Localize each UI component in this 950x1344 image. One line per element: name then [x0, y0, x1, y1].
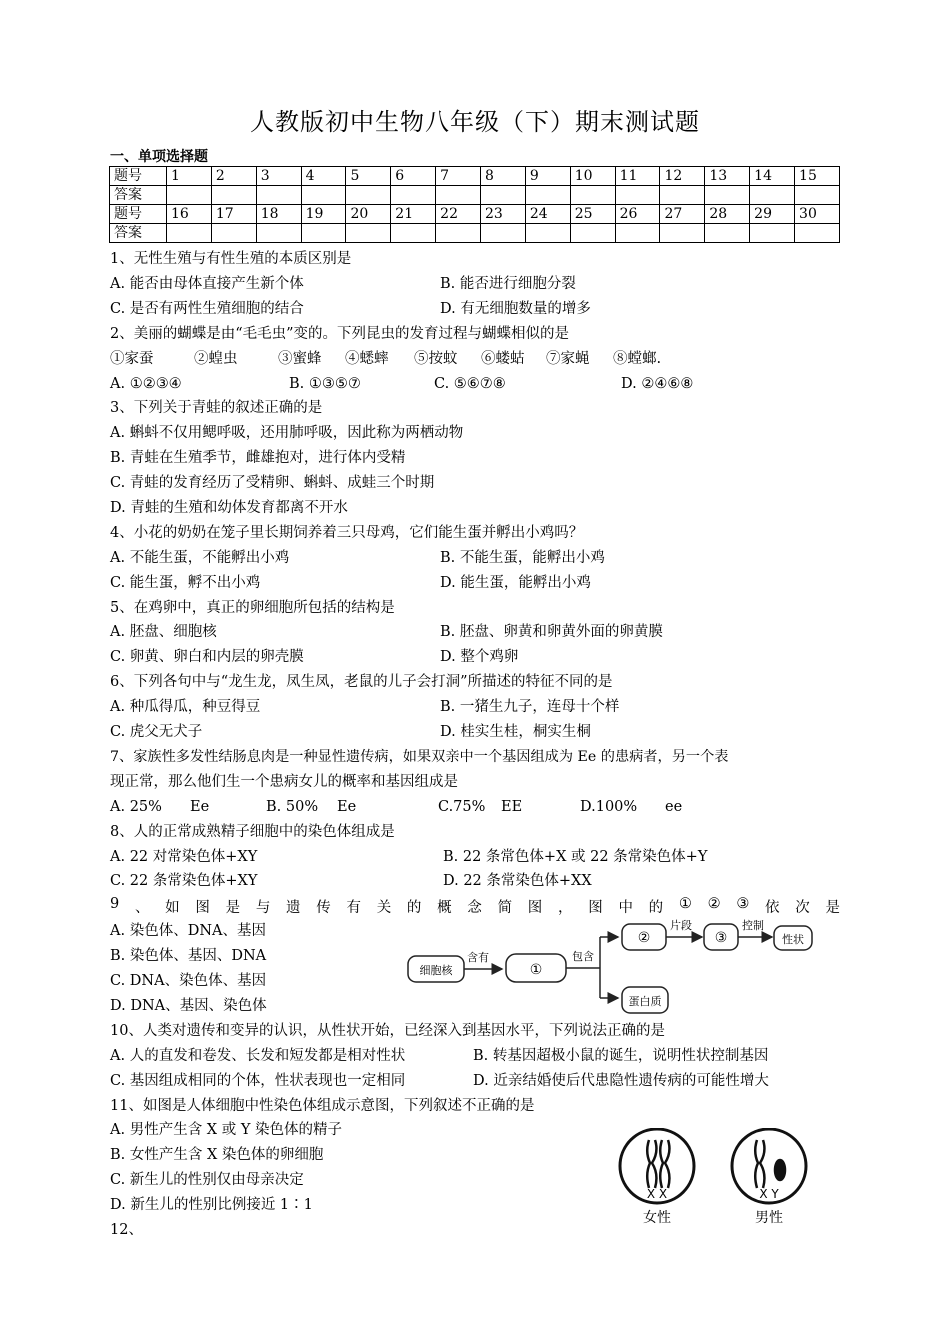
question-stem: 3、下列关于青蛙的叙述正确的是	[110, 400, 323, 416]
table-cell: 14	[750, 167, 795, 186]
question-stem: 1、无性生殖与有性生殖的本质区别是	[110, 251, 352, 267]
table-cell: 30	[795, 205, 840, 224]
option-a: A. 蝌蚪不仅用鳃呼吸，还用肺呼吸，因此称为两栖动物	[110, 425, 464, 441]
answer-cell[interactable]	[346, 186, 391, 205]
table-cell: 25	[570, 205, 615, 224]
table-row	[110, 186, 840, 205]
answer-cell[interactable]	[795, 224, 840, 243]
option-d: D. DNA、基因、染色体	[110, 998, 267, 1014]
answer-cell[interactable]	[301, 224, 346, 243]
option-c: C. DNA、染色体、基因	[110, 973, 267, 989]
option-c-genotype: EE	[501, 799, 523, 815]
node-3-label: ③	[714, 930, 728, 946]
table-row	[110, 205, 840, 224]
answer-cell[interactable]	[705, 224, 750, 243]
answer-cell[interactable]	[615, 224, 660, 243]
table-cell: 6	[391, 167, 436, 186]
answer-cell[interactable]	[750, 186, 795, 205]
list-item: ⑤按蚊	[414, 351, 458, 367]
answer-cell[interactable]	[750, 224, 795, 243]
option-d: D. 整个鸡卵	[440, 649, 519, 665]
male-label: 男性	[755, 1210, 783, 1226]
answer-cell[interactable]	[346, 224, 391, 243]
answer-cell[interactable]	[301, 186, 346, 205]
answer-cell[interactable]	[481, 186, 526, 205]
option-d: D. 22 条常染色体+XX	[443, 873, 592, 889]
option-c: C. 是否有两性生殖细胞的结合	[110, 301, 304, 317]
table-cell: 8	[481, 167, 526, 186]
protein-label: 蛋白质	[628, 995, 662, 1008]
table-cell: 27	[660, 205, 705, 224]
table-cell: 23	[481, 205, 526, 224]
option-c: C.75%	[438, 799, 486, 815]
table-row	[110, 224, 840, 243]
list-item: ③蜜蜂	[278, 351, 322, 367]
option-c: C. 卵黄、卵白和内层的卵壳膜	[110, 649, 304, 665]
table-cell: 22	[436, 205, 481, 224]
answer-cell[interactable]	[436, 186, 481, 205]
sex-chromosome-figure	[605, 1128, 825, 1228]
option-b: B. 胚盘、卵黄和卵黄外面的卵黄膜	[440, 624, 663, 640]
answer-cell[interactable]	[391, 186, 436, 205]
option-b: B. 一猪生九子，连母十个样	[440, 699, 620, 715]
option-a: A. 男性产生含 X 或 Y 染色体的精子	[110, 1122, 343, 1138]
list-item: ②蝗虫	[194, 351, 238, 367]
option-b: B. 转基因超极小鼠的诞生，说明性状控制基因	[473, 1048, 769, 1064]
trait-label: 性状	[782, 933, 804, 946]
contains-label: 含有	[467, 951, 489, 964]
option-c: C. 能生蛋，孵不出小鸡	[110, 575, 261, 591]
option-b: B. 女性产生含 X 染色体的卵细胞	[110, 1147, 324, 1163]
question-stem: 12、	[110, 1222, 143, 1238]
answer-cell[interactable]	[525, 186, 570, 205]
question-stem-cont: 现正常，那么他们生一个患病女儿的概率和基因组成是	[110, 774, 458, 790]
question-stem: 10、人类对遗传和变异的认识，从性状开始，已经深入到基因水平，下列说法正确的是	[110, 1023, 665, 1039]
answer-cell[interactable]	[795, 186, 840, 205]
option-b: B. ①③⑤⑦	[289, 376, 361, 392]
table-cell: 18	[256, 205, 301, 224]
female-label: 女性	[643, 1210, 671, 1226]
option-d: D.100%	[580, 799, 638, 815]
option-a: A. 25%	[110, 799, 162, 815]
question-stem: 8、人的正常成熟精子细胞中的染色体组成是	[110, 824, 395, 840]
table-cell: 20	[346, 205, 391, 224]
option-d-genotype: ee	[665, 799, 683, 815]
answer-cell[interactable]	[525, 224, 570, 243]
option-d: D. 桂实生桂，桐实生桐	[440, 724, 591, 740]
table-cell: 5	[346, 167, 391, 186]
answer-cell[interactable]	[705, 186, 750, 205]
row-label: 题号	[110, 167, 167, 186]
option-a: A. ①②③④	[110, 376, 182, 392]
table-cell: 26	[615, 205, 660, 224]
option-a: A. 不能生蛋，不能孵出小鸡	[110, 550, 290, 566]
table-row	[110, 167, 840, 186]
female-chromosome-label: X X	[646, 1187, 668, 1201]
table-cell: 4	[301, 167, 346, 186]
table-cell: 29	[750, 205, 795, 224]
question-stem: 5、在鸡卵中，真正的卵细胞所包括的结构是	[110, 600, 395, 616]
concept-diagram	[400, 912, 820, 1020]
row-label: 答案	[110, 186, 167, 205]
answer-cell[interactable]	[256, 224, 301, 243]
option-b: B. 不能生蛋，能孵出小鸡	[440, 550, 605, 566]
option-a-genotype: Ee	[190, 799, 210, 815]
table-cell: 2	[211, 167, 256, 186]
option-c: C. 新生儿的性别仅由母亲决定	[110, 1172, 304, 1188]
includes-label: 包含	[572, 950, 594, 963]
question-stem: 11、如图是人体细胞中性染色体组成示意图，下列叙述不正确的是	[110, 1098, 535, 1114]
question-stem: 4、小花的奶奶在笼子里长期饲养着三只母鸡，它们能生蛋并孵出小鸡吗？	[110, 525, 584, 541]
question-stem: 9 、 如 图 是 与 遗 传 有 关 的 概 念 简 图 ， 图 中 的 ① ② ③ 依 次 是	[110, 896, 840, 916]
table-cell: 21	[391, 205, 436, 224]
nucleus-label: 细胞核	[419, 964, 453, 977]
answer-cell[interactable]	[570, 186, 615, 205]
option-a: A. 胚盘、细胞核	[110, 624, 217, 640]
option-b-genotype: Ee	[337, 799, 357, 815]
answer-cell[interactable]	[660, 224, 705, 243]
list-item: ⑦家蝇	[546, 351, 590, 367]
list-item: ⑧螳螂.	[613, 351, 662, 367]
option-c: C. 基因组成相同的个体，性状表现也一定相同	[110, 1073, 406, 1089]
answer-cell[interactable]	[256, 186, 301, 205]
option-c: C. 22 条常染色体+XY	[110, 873, 258, 889]
option-d: D. ②④⑥⑧	[621, 376, 694, 392]
list-item: ⑥蝼蛄	[481, 351, 525, 367]
option-a: A. 能否由母体直接产生新个体	[110, 276, 304, 292]
question-stem: 2、美丽的蝴蝶是由“毛毛虫”变的。下列昆虫的发育过程与蝴蝶相似的是	[110, 326, 570, 342]
option-b: B. 染色体、基因、DNA	[110, 948, 267, 964]
table-cell: 16	[167, 205, 212, 224]
table-cell: 7	[436, 167, 481, 186]
answer-cell[interactable]	[481, 224, 526, 243]
answer-cell[interactable]	[211, 186, 256, 205]
segment-label: 片段	[670, 919, 692, 932]
answer-cell[interactable]	[615, 186, 660, 205]
option-b: B. 青蛙在生殖季节，雌雄抱对，进行体内受精	[110, 450, 406, 466]
option-b: B. 50%	[266, 799, 319, 815]
option-c: C. 青蛙的发育经历了受精卵、蝌蚪、成蛙三个时期	[110, 475, 435, 491]
option-a: A. 种瓜得瓜，种豆得豆	[110, 699, 261, 715]
table-cell: 15	[795, 167, 840, 186]
option-a: A. 染色体、DNA、基因	[110, 923, 266, 939]
table-cell: 1	[167, 167, 212, 186]
question-stem: 7、家族性多发性结肠息肉是一种显性遗传病，如果双亲中一个基因组成为 Ee 的患病者，另一个表	[110, 749, 729, 765]
table-cell: 19	[301, 205, 346, 224]
option-a: A. 人的直发和卷发、长发和短发都是相对性状	[110, 1048, 406, 1064]
table-cell: 10	[570, 167, 615, 186]
option-d: D. 青蛙的生殖和幼体发育都离不开水	[110, 500, 348, 516]
control-label: 控制	[742, 919, 764, 932]
question-stem: 6、下列各句中与“龙生龙，凤生凤，老鼠的儿子会打洞”所描述的特征不同的是	[110, 674, 613, 690]
male-chromosome-label: X Y	[759, 1187, 779, 1201]
option-b: B. 能否进行细胞分裂	[440, 276, 576, 292]
answer-cell[interactable]	[391, 224, 436, 243]
page-title: 人教版初中生物八年级（下）期末测试题	[250, 108, 700, 136]
option-a: A. 22 对常染色体+XY	[110, 849, 258, 865]
list-item: ①家蚕	[110, 351, 154, 367]
option-b: B. 22 条常色体+X 或 22 条常染色体+Y	[443, 849, 708, 865]
option-d: D. 能生蛋，能孵出小鸡	[440, 575, 591, 591]
answer-cell[interactable]	[167, 186, 212, 205]
table-cell: 12	[660, 167, 705, 186]
answer-table	[109, 166, 840, 243]
list-item: ④蟋蟀	[345, 351, 389, 367]
section-heading: 一、单项选择题	[110, 149, 208, 165]
row-label: 题号	[110, 205, 167, 224]
row-label: 答案	[110, 224, 167, 243]
answer-cell[interactable]	[167, 224, 212, 243]
table-cell: 17	[211, 205, 256, 224]
option-c: C. 虎父无犬子	[110, 724, 203, 740]
table-cell: 13	[705, 167, 750, 186]
table-cell: 28	[705, 205, 750, 224]
table-cell: 11	[615, 167, 660, 186]
answer-cell[interactable]	[211, 224, 256, 243]
node-1-label: ①	[529, 962, 543, 978]
answer-cell[interactable]	[436, 224, 481, 243]
option-d: D. 有无细胞数量的增多	[440, 301, 591, 317]
answer-cell[interactable]	[660, 186, 705, 205]
option-c: C. ⑤⑥⑦⑧	[434, 376, 506, 392]
option-d: D. 近亲结婚使后代患隐性遗传病的可能性增大	[473, 1073, 769, 1089]
node-2-label: ②	[637, 930, 651, 946]
table-cell: 3	[256, 167, 301, 186]
table-cell: 24	[525, 205, 570, 224]
option-d: D. 新生儿的性别比例接近 1∶1	[110, 1197, 313, 1213]
answer-cell[interactable]	[570, 224, 615, 243]
table-cell: 9	[525, 167, 570, 186]
